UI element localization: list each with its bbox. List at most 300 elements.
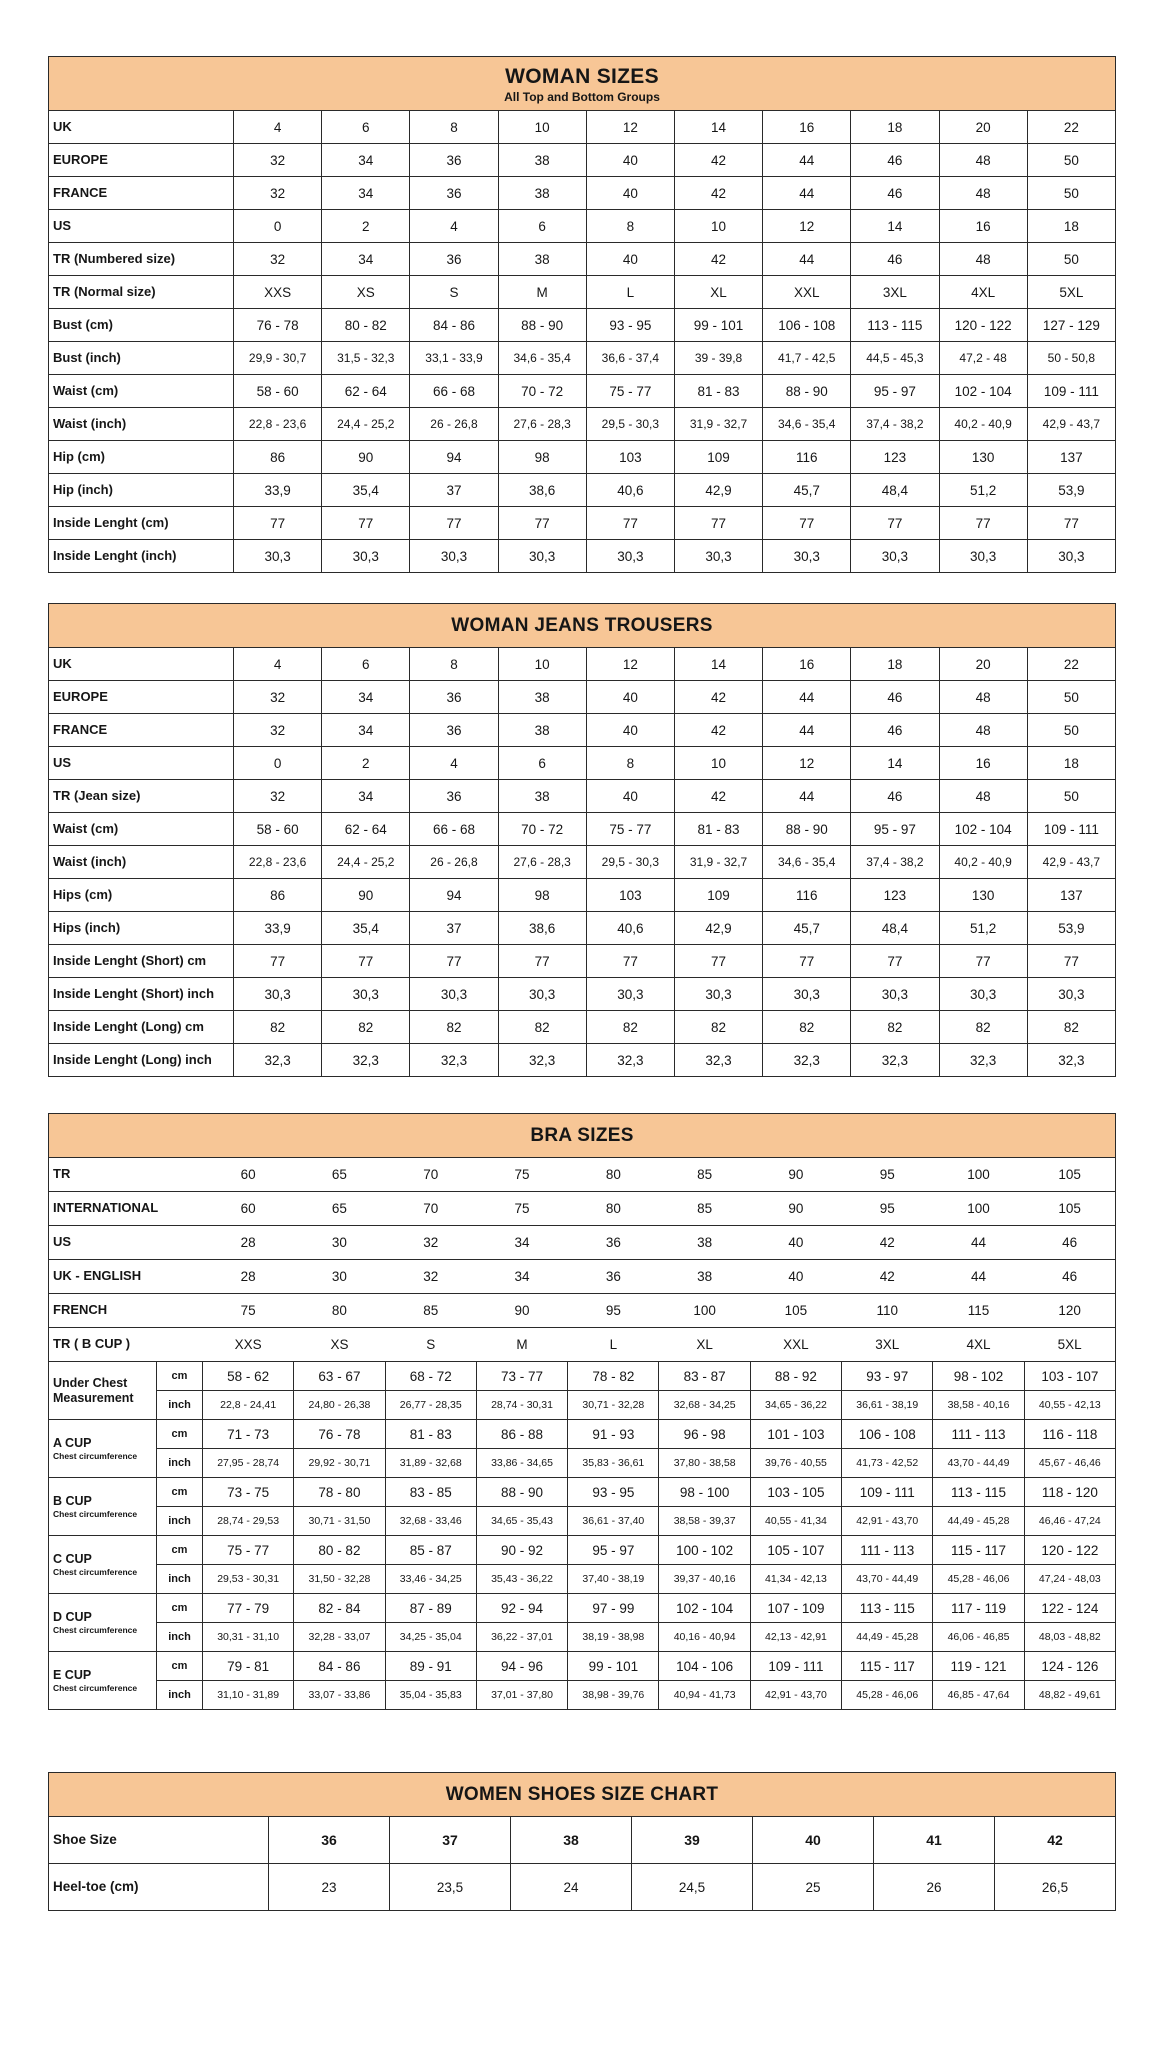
row-label — [49, 1536, 157, 1594]
table-cell: 48 — [939, 714, 1027, 747]
table-cell: 36 — [410, 780, 498, 813]
table-cell: 26,77 - 28,35 — [385, 1391, 476, 1420]
table-cell: 26 — [874, 1864, 995, 1911]
table-cell: 70 — [385, 1158, 476, 1192]
table-cell: 16 — [939, 747, 1027, 780]
table-cell: 41,34 - 42,13 — [750, 1565, 841, 1594]
table-cell: 122 - 124 — [1024, 1594, 1115, 1623]
table-cell: 34 — [322, 144, 410, 177]
row-label — [49, 714, 234, 747]
table-cell: 77 — [939, 507, 1027, 540]
table-cell: 6 — [498, 747, 586, 780]
row-sublabel-text: Chest circumference — [53, 1683, 138, 1694]
table-cell: 30,3 — [234, 540, 322, 573]
table-cell: 70 - 72 — [498, 813, 586, 846]
table-cell: 30,71 - 31,50 — [294, 1507, 385, 1536]
table-cell: 98 - 102 — [933, 1362, 1024, 1391]
row-label — [49, 375, 234, 408]
woman-sizes-table — [48, 110, 1116, 573]
table-cell: 40,6 — [586, 912, 674, 945]
table-cell: 30,3 — [234, 978, 322, 1011]
table-cell: 34,65 - 36,22 — [750, 1391, 841, 1420]
table-cell: XXS — [203, 1328, 294, 1362]
table-cell: 60 — [203, 1192, 294, 1226]
row-label-text: Waist (inch) — [53, 415, 127, 431]
table-row — [49, 210, 1116, 243]
table-cell: 97 - 99 — [568, 1594, 659, 1623]
table-cell: 53,9 — [1027, 912, 1115, 945]
table-cell: 62 - 64 — [322, 375, 410, 408]
row-label-text: US — [53, 754, 72, 770]
table-cell: 90 — [750, 1158, 841, 1192]
table-cell: 48,03 - 48,82 — [1024, 1623, 1115, 1652]
table-cell: 65 — [294, 1192, 385, 1226]
row-label-text: Bust (inch) — [53, 349, 121, 365]
table-cell: 105 - 107 — [750, 1536, 841, 1565]
table-cell: 116 — [763, 879, 851, 912]
row-label — [49, 846, 234, 879]
row-label — [49, 243, 234, 276]
table-cell: 81 - 83 — [385, 1420, 476, 1449]
table-cell: 81 - 83 — [674, 813, 762, 846]
table-cell: XXL — [750, 1328, 841, 1362]
table-cell: 82 — [586, 1011, 674, 1044]
table-cell: 94 — [410, 441, 498, 474]
table-cell: 0 — [234, 747, 322, 780]
table-cell: S — [385, 1328, 476, 1362]
row-label-text: C CUP — [53, 1551, 92, 1566]
table-cell: 38 — [498, 144, 586, 177]
table-cell: 14 — [674, 111, 762, 144]
table-cell: 117 - 119 — [933, 1594, 1024, 1623]
table-cell: 14 — [851, 747, 939, 780]
table-cell: 75 - 77 — [586, 813, 674, 846]
table-cell: 4XL — [933, 1328, 1024, 1362]
table-cell: 95 - 97 — [851, 813, 939, 846]
table-cell: 39,37 - 40,16 — [659, 1565, 750, 1594]
row-label-text: US — [53, 217, 72, 233]
table-cell: 62 - 64 — [322, 813, 410, 846]
table-cell: 30,3 — [498, 978, 586, 1011]
table-cell: 66 - 68 — [410, 813, 498, 846]
table-cell: 29,92 - 30,71 — [294, 1449, 385, 1478]
table-cell: 8 — [410, 648, 498, 681]
unit-label: cm — [157, 1420, 203, 1449]
table-cell: S — [410, 276, 498, 309]
table-cell: 50 — [1027, 177, 1115, 210]
table-title: BRA SIZES — [530, 1125, 634, 1146]
row-label — [49, 780, 234, 813]
table-cell: 37 — [410, 474, 498, 507]
table-cell: 42,9 - 43,7 — [1027, 846, 1115, 879]
table-cell: 38 — [498, 714, 586, 747]
table-cell: 42,9 — [674, 474, 762, 507]
table-cell: 32 — [234, 144, 322, 177]
table-row — [49, 714, 1116, 747]
row-label — [49, 177, 234, 210]
table-cell: 75 — [476, 1192, 567, 1226]
table-cell: 30,3 — [1027, 978, 1115, 1011]
table-cell: 42 — [842, 1260, 933, 1294]
table-cell: 46 — [1024, 1260, 1115, 1294]
woman-jeans-trousers-section — [48, 603, 1116, 1077]
table-row — [49, 780, 1116, 813]
table-cell: 80 - 82 — [294, 1536, 385, 1565]
row-label-text: US — [53, 1234, 72, 1250]
table-cell: 12 — [586, 648, 674, 681]
table-cell: 35,04 - 35,83 — [385, 1681, 476, 1710]
table-cell: 34,6 - 35,4 — [498, 342, 586, 375]
row-label — [49, 813, 234, 846]
table-cell: M — [498, 276, 586, 309]
table-cell: 37,4 - 38,2 — [851, 846, 939, 879]
table-row — [49, 846, 1116, 879]
table-cell: 44,49 - 45,28 — [842, 1623, 933, 1652]
table-cell: 106 - 108 — [763, 309, 851, 342]
table-cell: 66 - 68 — [410, 375, 498, 408]
table-cell: 44 — [933, 1226, 1024, 1260]
table-cell: 68 - 72 — [385, 1362, 476, 1391]
table-cell: 77 — [851, 507, 939, 540]
table-row — [49, 408, 1116, 441]
table-cell: 88 - 90 — [476, 1478, 567, 1507]
table-cell: 34,65 - 35,43 — [476, 1507, 567, 1536]
table-cell: 93 - 95 — [586, 309, 674, 342]
table-cell: 32,3 — [674, 1044, 762, 1077]
table-cell: 30,3 — [674, 978, 762, 1011]
table-cell: 23,5 — [390, 1864, 511, 1911]
table-cell: 109 - 111 — [1027, 813, 1115, 846]
table-cell: 40 — [750, 1226, 841, 1260]
table-cell: 36 — [568, 1260, 659, 1294]
table-row — [49, 1623, 1116, 1652]
table-cell: 104 - 106 — [659, 1652, 750, 1681]
table-cell: 40,55 - 41,34 — [750, 1507, 841, 1536]
row-label — [49, 441, 234, 474]
row-label-text: Inside Lenght (cm) — [53, 514, 169, 530]
table-cell: 25 — [753, 1864, 874, 1911]
table-cell: 95 — [842, 1192, 933, 1226]
table-cell: 92 - 94 — [476, 1594, 567, 1623]
table-cell: 48 — [939, 177, 1027, 210]
table-cell: 39 — [632, 1817, 753, 1864]
table-cell: 103 - 105 — [750, 1478, 841, 1507]
woman-jeans-trousers-table — [48, 647, 1116, 1077]
table-cell: 32 — [385, 1260, 476, 1294]
row-label — [49, 408, 234, 441]
woman-sizes-section — [48, 56, 1116, 573]
unit-label: inch — [157, 1449, 203, 1478]
table-row — [49, 1681, 1116, 1710]
row-label — [49, 879, 234, 912]
table-cell: 48 — [939, 243, 1027, 276]
table-row — [49, 342, 1116, 375]
table-cell: 71 - 73 — [203, 1420, 294, 1449]
table-cell: 35,4 — [322, 474, 410, 507]
table-cell: 20 — [939, 648, 1027, 681]
row-label-text: UK - ENGLISH — [53, 1268, 142, 1284]
table-cell: XXS — [234, 276, 322, 309]
table-cell: 137 — [1027, 879, 1115, 912]
table-cell: 18 — [851, 648, 939, 681]
table-cell: 42 — [674, 177, 762, 210]
table-cell: 28 — [203, 1226, 294, 1260]
table-cell: 77 — [498, 507, 586, 540]
row-label-text: Bust (cm) — [53, 316, 113, 332]
table-cell: 38,6 — [498, 912, 586, 945]
table-row — [49, 1260, 1116, 1294]
table-cell: 10 — [498, 111, 586, 144]
table-cell: 86 — [234, 879, 322, 912]
table-cell: 82 — [1027, 1011, 1115, 1044]
table-cell: 35,83 - 36,61 — [568, 1449, 659, 1478]
row-label — [49, 1817, 269, 1864]
table-cell: 29,5 - 30,3 — [586, 846, 674, 879]
table-cell: 79 - 81 — [203, 1652, 294, 1681]
table-cell: 44 — [763, 681, 851, 714]
table-cell: 99 - 101 — [674, 309, 762, 342]
table-row — [49, 912, 1116, 945]
table-cell: 48 — [939, 780, 1027, 813]
unit-label: cm — [157, 1594, 203, 1623]
table-cell: 48 — [939, 144, 1027, 177]
table-cell: 76 - 78 — [234, 309, 322, 342]
table-cell: 30,3 — [498, 540, 586, 573]
row-label — [49, 1362, 157, 1420]
row-label-text: FRANCE — [53, 721, 108, 737]
table-cell: 65 — [294, 1158, 385, 1192]
women-shoes-header-band — [48, 1772, 1116, 1816]
table-cell: 70 — [385, 1192, 476, 1226]
table-cell: 77 — [586, 507, 674, 540]
table-cell: 38 — [659, 1226, 750, 1260]
table-cell: XL — [659, 1328, 750, 1362]
row-label — [49, 1192, 203, 1226]
table-cell: 12 — [586, 111, 674, 144]
table-cell: 90 — [322, 879, 410, 912]
table-cell: 82 — [939, 1011, 1027, 1044]
table-cell: 46,85 - 47,64 — [933, 1681, 1024, 1710]
row-label-text: TR (Normal size) — [53, 283, 156, 299]
table-cell: 95 - 97 — [568, 1536, 659, 1565]
table-cell: 58 - 60 — [234, 375, 322, 408]
table-cell: 81 - 83 — [674, 375, 762, 408]
table-cell: 95 - 97 — [851, 375, 939, 408]
row-label-text: TR — [53, 1166, 71, 1182]
row-label — [49, 747, 234, 780]
unit-label: cm — [157, 1362, 203, 1391]
row-label-text: EUROPE — [53, 688, 108, 704]
table-cell: 12 — [763, 210, 851, 243]
table-cell: 38 — [498, 681, 586, 714]
table-cell: 88 - 90 — [763, 813, 851, 846]
table-cell: 30,3 — [586, 540, 674, 573]
table-cell: 103 — [586, 441, 674, 474]
table-cell: 3XL — [851, 276, 939, 309]
table-cell: 40 — [586, 780, 674, 813]
table-cell: 82 - 84 — [294, 1594, 385, 1623]
table-cell: 48,4 — [851, 912, 939, 945]
table-cell: 6 — [498, 210, 586, 243]
bra-sizes-table — [48, 1157, 1116, 1710]
table-title: WOMAN SIZES — [505, 65, 659, 88]
table-cell: 37,01 - 37,80 — [476, 1681, 567, 1710]
table-cell: 31,89 - 32,68 — [385, 1449, 476, 1478]
size-chart-document — [48, 0, 1116, 2011]
row-label — [49, 1328, 203, 1362]
table-cell: 75 - 77 — [203, 1536, 294, 1565]
table-cell: 24,4 - 25,2 — [322, 846, 410, 879]
table-cell: 40,55 - 42,13 — [1024, 1391, 1115, 1420]
table-cell: 94 — [410, 879, 498, 912]
table-cell: 50 — [1027, 780, 1115, 813]
table-cell: 98 - 100 — [659, 1478, 750, 1507]
table-cell: 42 — [674, 144, 762, 177]
table-cell: 40,16 - 40,94 — [659, 1623, 750, 1652]
table-title: WOMAN JEANS TROUSERS — [451, 615, 713, 636]
table-cell: 80 - 82 — [322, 309, 410, 342]
row-sublabel-text: Chest circumference — [53, 1509, 138, 1520]
table-cell: 100 — [933, 1158, 1024, 1192]
table-cell: 120 — [1024, 1294, 1115, 1328]
table-cell: 44 — [763, 243, 851, 276]
table-cell: 32,68 - 34,25 — [659, 1391, 750, 1420]
table-cell: 44 — [933, 1260, 1024, 1294]
table-cell: 37 — [390, 1817, 511, 1864]
table-row — [49, 1226, 1116, 1260]
table-row — [49, 144, 1116, 177]
table-row — [49, 1158, 1116, 1192]
table-cell: 51,2 — [939, 474, 1027, 507]
row-label-text: UK — [53, 655, 72, 671]
unit-label: inch — [157, 1391, 203, 1420]
table-cell: 43,70 - 44,49 — [842, 1565, 933, 1594]
table-cell: 30,3 — [939, 978, 1027, 1011]
table-subtitle: All Top and Bottom Groups — [504, 90, 660, 104]
bra-sizes-header-band — [48, 1113, 1116, 1157]
table-cell: 16 — [939, 210, 1027, 243]
table-cell: 109 — [674, 441, 762, 474]
table-cell: 33,07 - 33,86 — [294, 1681, 385, 1710]
table-row — [49, 1011, 1116, 1044]
table-cell: 86 - 88 — [476, 1420, 567, 1449]
table-cell: 50 — [1027, 714, 1115, 747]
row-label — [49, 474, 234, 507]
row-label-text: Waist (inch) — [53, 853, 127, 869]
table-cell: 85 — [385, 1294, 476, 1328]
table-cell: 4 — [234, 111, 322, 144]
table-cell: 90 — [476, 1294, 567, 1328]
table-cell: 86 — [234, 441, 322, 474]
table-cell: 90 — [322, 441, 410, 474]
table-row — [49, 813, 1116, 846]
table-cell: 94 - 96 — [476, 1652, 567, 1681]
woman-jeans-header-band — [48, 603, 1116, 647]
table-cell: 42 — [842, 1226, 933, 1260]
table-cell: 44 — [763, 780, 851, 813]
row-label-text: Hips (cm) — [53, 886, 113, 902]
table-cell: 78 - 82 — [568, 1362, 659, 1391]
table-cell: 32,3 — [586, 1044, 674, 1077]
table-cell: 111 - 113 — [933, 1420, 1024, 1449]
table-cell: 77 — [322, 945, 410, 978]
table-cell: 90 - 92 — [476, 1536, 567, 1565]
table-cell: 18 — [851, 111, 939, 144]
row-label — [49, 144, 234, 177]
table-cell: 40 — [753, 1817, 874, 1864]
women-shoes-table — [48, 1816, 1116, 1911]
unit-label: cm — [157, 1478, 203, 1507]
table-row — [49, 540, 1116, 573]
table-cell: 82 — [763, 1011, 851, 1044]
table-cell: 16 — [763, 111, 851, 144]
table-cell: 42,91 - 43,70 — [750, 1681, 841, 1710]
table-cell: 77 — [586, 945, 674, 978]
row-label — [49, 1158, 203, 1192]
row-label — [49, 648, 234, 681]
table-cell: 36 — [410, 177, 498, 210]
table-cell: 32,3 — [322, 1044, 410, 1077]
table-cell: 37,4 - 38,2 — [851, 408, 939, 441]
table-cell: 37 — [410, 912, 498, 945]
table-cell: 80 — [568, 1158, 659, 1192]
table-cell: 41 — [874, 1817, 995, 1864]
table-cell: 31,9 - 32,7 — [674, 408, 762, 441]
row-label — [49, 978, 234, 1011]
table-cell: 44 — [763, 177, 851, 210]
table-row — [49, 243, 1116, 276]
table-cell: 29,53 - 30,31 — [203, 1565, 294, 1594]
table-cell: 109 — [674, 879, 762, 912]
table-cell: 42 — [674, 681, 762, 714]
table-cell: 30 — [294, 1260, 385, 1294]
table-cell: 42 — [674, 714, 762, 747]
table-cell: 22,8 - 23,6 — [234, 408, 322, 441]
table-cell: 115 - 117 — [933, 1536, 1024, 1565]
table-cell: L — [568, 1328, 659, 1362]
table-cell: 36 — [410, 144, 498, 177]
table-cell: 35,4 — [322, 912, 410, 945]
table-cell: 22,8 - 24,41 — [203, 1391, 294, 1420]
table-cell: 34 — [322, 714, 410, 747]
table-cell: 39,76 - 40,55 — [750, 1449, 841, 1478]
table-cell: 34 — [322, 243, 410, 276]
table-cell: 51,2 — [939, 912, 1027, 945]
table-cell: 42 — [674, 243, 762, 276]
table-cell: 48,4 — [851, 474, 939, 507]
row-label-text: B CUP — [53, 1493, 92, 1508]
table-cell: 98 — [498, 441, 586, 474]
table-cell: 40,94 - 41,73 — [659, 1681, 750, 1710]
table-cell: 84 - 86 — [410, 309, 498, 342]
table-cell: 46 — [851, 177, 939, 210]
table-cell: 24,80 - 26,38 — [294, 1391, 385, 1420]
table-cell: 95 — [842, 1158, 933, 1192]
table-cell: 77 - 79 — [203, 1594, 294, 1623]
table-cell: 77 — [410, 507, 498, 540]
row-sublabel-text: Chest circumference — [53, 1625, 138, 1636]
table-cell: 127 - 129 — [1027, 309, 1115, 342]
table-row — [49, 681, 1116, 714]
table-cell: 38 — [498, 243, 586, 276]
table-row — [49, 1362, 1116, 1391]
table-cell: 77 — [674, 507, 762, 540]
table-cell: 30,31 - 31,10 — [203, 1623, 294, 1652]
table-cell: 75 - 77 — [586, 375, 674, 408]
table-cell: 34 — [322, 780, 410, 813]
row-label — [49, 276, 234, 309]
table-cell: 84 - 86 — [294, 1652, 385, 1681]
